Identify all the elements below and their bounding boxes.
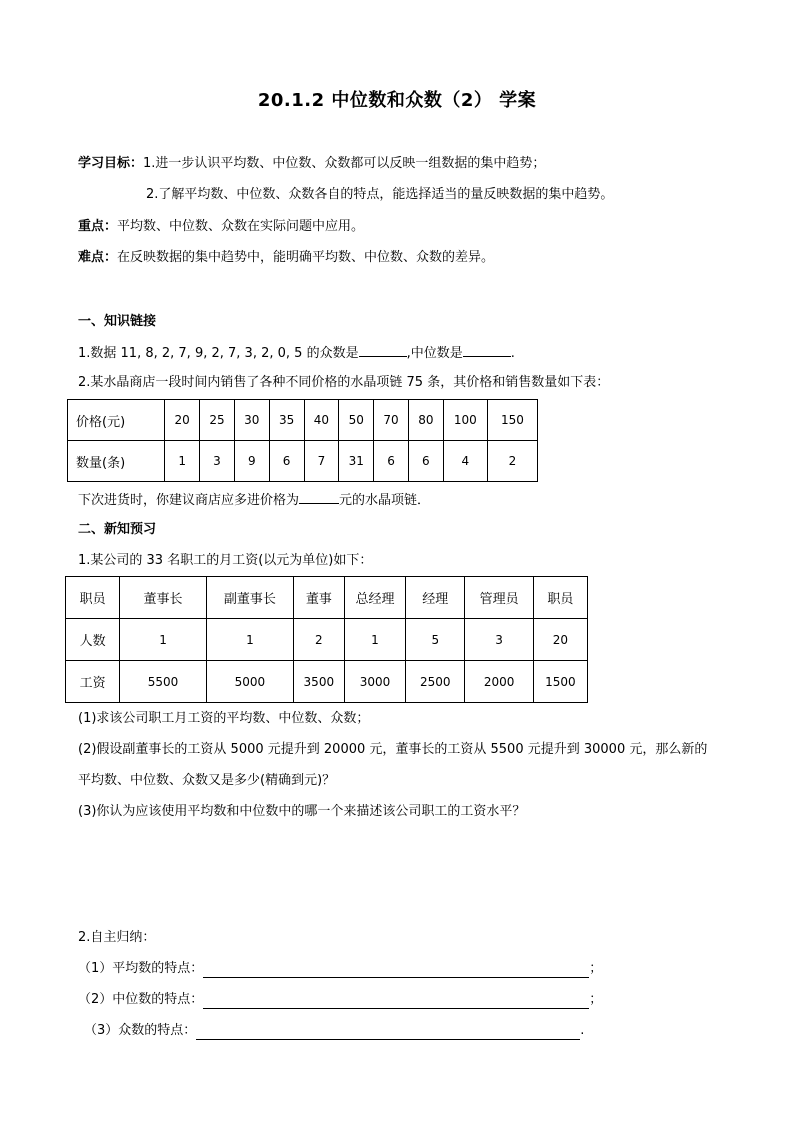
quantity-row <box>68 441 538 482</box>
column-header: 总经理 <box>344 577 405 619</box>
wage-cell: 5000 <box>206 661 293 703</box>
q1-text-end: . <box>510 346 515 361</box>
wage-label: 工资 <box>66 661 120 703</box>
question-1-1 <box>78 343 515 363</box>
page-title: 20.1.2 中位数和众数（2） 学案 <box>257 90 537 111</box>
headcount-cell: 2 <box>293 619 344 661</box>
quantity-cell: 6 <box>269 441 304 482</box>
quantity-row-label: 数量(条) <box>68 441 165 482</box>
q1-text-start: 1.数据 11, 8, 2, 7, 9, 2, 7, 3, 2, 0, 5 的众数是 <box>78 346 359 361</box>
restock-text-end: 元的水晶项链． <box>339 493 431 508</box>
column-header: 职员 <box>66 577 120 619</box>
median-answer-line[interactable] <box>203 994 589 1009</box>
necklace-price-table <box>67 399 538 482</box>
difficult-points <box>78 249 494 267</box>
quantity-cell: 4 <box>443 441 487 482</box>
wage-cell: 2000 <box>465 661 533 703</box>
price-cell: 30 <box>234 400 269 441</box>
column-header: 副董事长 <box>206 577 293 619</box>
salary-header-row <box>66 577 588 619</box>
restock-text-start: 下次进货时，你建议商店应多进价格为 <box>78 493 300 508</box>
difficulty-text: 在反映数据的集中趋势中，能明确平均数、中位数、众数的差异。 <box>117 250 495 265</box>
median-end: ； <box>589 992 603 1007</box>
price-cell: 20 <box>165 400 200 441</box>
headcount-label: 人数 <box>66 619 120 661</box>
median-blank[interactable] <box>463 343 511 357</box>
question-1-2: 2.某水晶商店一段时间内销售了各种不同价格的水晶项链 75 条，其价格和销售数量如下表： <box>78 375 610 390</box>
headcount-cell: 3 <box>465 619 533 661</box>
headcount-cell: 1 <box>206 619 293 661</box>
price-row <box>68 400 538 441</box>
mode-label: （3）众数的特点： <box>84 1023 197 1038</box>
difficulty-label: 难点： <box>78 250 118 265</box>
price-cell: 80 <box>408 400 443 441</box>
price-cell: 100 <box>443 400 487 441</box>
key-points <box>78 218 364 236</box>
headcount-row <box>66 619 588 661</box>
mean-answer-line[interactable] <box>203 963 589 978</box>
price-cell: 25 <box>200 400 235 441</box>
headcount-cell: 5 <box>406 619 465 661</box>
wage-cell: 3500 <box>293 661 344 703</box>
mode-answer-line[interactable] <box>196 1025 580 1040</box>
price-cell: 50 <box>339 400 374 441</box>
price-cell: 40 <box>304 400 339 441</box>
restock-question <box>78 490 430 510</box>
mean-label: （1）平均数的特点： <box>78 961 204 976</box>
learning-goals <box>78 155 545 173</box>
price-row-label: 价格(元) <box>68 400 165 441</box>
wage-cell: 3000 <box>344 661 405 703</box>
headcount-cell: 1 <box>120 619 207 661</box>
headcount-cell: 1 <box>344 619 405 661</box>
mean-end: ； <box>589 961 603 976</box>
quantity-cell: 1 <box>165 441 200 482</box>
section-2-heading: 二、新知预习 <box>78 522 157 537</box>
mode-end: . <box>580 1023 585 1038</box>
price-cell: 150 <box>487 400 537 441</box>
price-cell: 35 <box>269 400 304 441</box>
q1-text-mid: ,中位数是 <box>406 346 463 361</box>
column-header: 董事长 <box>120 577 207 619</box>
quantity-cell: 31 <box>339 441 374 482</box>
sub-question-3: (3)你认为应该使用平均数和中位数中的哪一个来描述该公司职工的工资水平？ <box>78 804 526 819</box>
quantity-cell: 7 <box>304 441 339 482</box>
summary-median <box>78 991 602 1009</box>
sub-question-2-line-1: (2)假设副董事长的工资从 5000 元提升到 20000 元，董事长的工资从 5500 元提升到 30000 元，那么新的 <box>78 742 708 757</box>
salary-table <box>65 576 588 703</box>
quantity-cell: 9 <box>234 441 269 482</box>
wage-cell: 5500 <box>120 661 207 703</box>
goal-2: 2.了解平均数、中位数、众数各自的特点，能选择适当的量反映数据的集中趋势。 <box>146 187 614 202</box>
quantity-cell: 6 <box>408 441 443 482</box>
column-header: 董事 <box>293 577 344 619</box>
median-label: （2）中位数的特点： <box>78 992 204 1007</box>
key-label: 重点： <box>78 219 118 234</box>
column-header: 管理员 <box>465 577 533 619</box>
wage-cell: 2500 <box>406 661 465 703</box>
wage-cell: 1500 <box>533 661 587 703</box>
summary-mean <box>78 960 602 978</box>
price-cell: 70 <box>374 400 409 441</box>
key-text: 平均数、中位数、众数在实际问题中应用。 <box>117 219 365 234</box>
quantity-cell: 3 <box>200 441 235 482</box>
summary-mode <box>84 1022 584 1040</box>
column-header: 经理 <box>406 577 465 619</box>
mode-blank[interactable] <box>359 343 407 357</box>
quantity-cell: 2 <box>487 441 537 482</box>
sub-question-2-line-2: 平均数、中位数、众数又是多少(精确到元)？ <box>78 773 336 788</box>
goal-1: 1.进一步认识平均数、中位数、众数都可以反映一组数据的集中趋势； <box>143 156 546 171</box>
summary-heading: 2.自主归纳： <box>78 930 156 945</box>
goals-label: 学习目标： <box>78 156 144 171</box>
sub-question-1: (1)求该公司职工月工资的平均数、中位数、众数； <box>78 711 370 726</box>
section-1-heading: 一、知识链接 <box>78 314 157 329</box>
price-blank[interactable] <box>299 490 339 504</box>
headcount-cell: 20 <box>533 619 587 661</box>
column-header: 职员 <box>533 577 587 619</box>
quantity-cell: 6 <box>374 441 409 482</box>
wage-row <box>66 661 588 703</box>
question-2-1: 1.某公司的 33 名职工的月工资(以元为单位)如下： <box>78 553 373 568</box>
